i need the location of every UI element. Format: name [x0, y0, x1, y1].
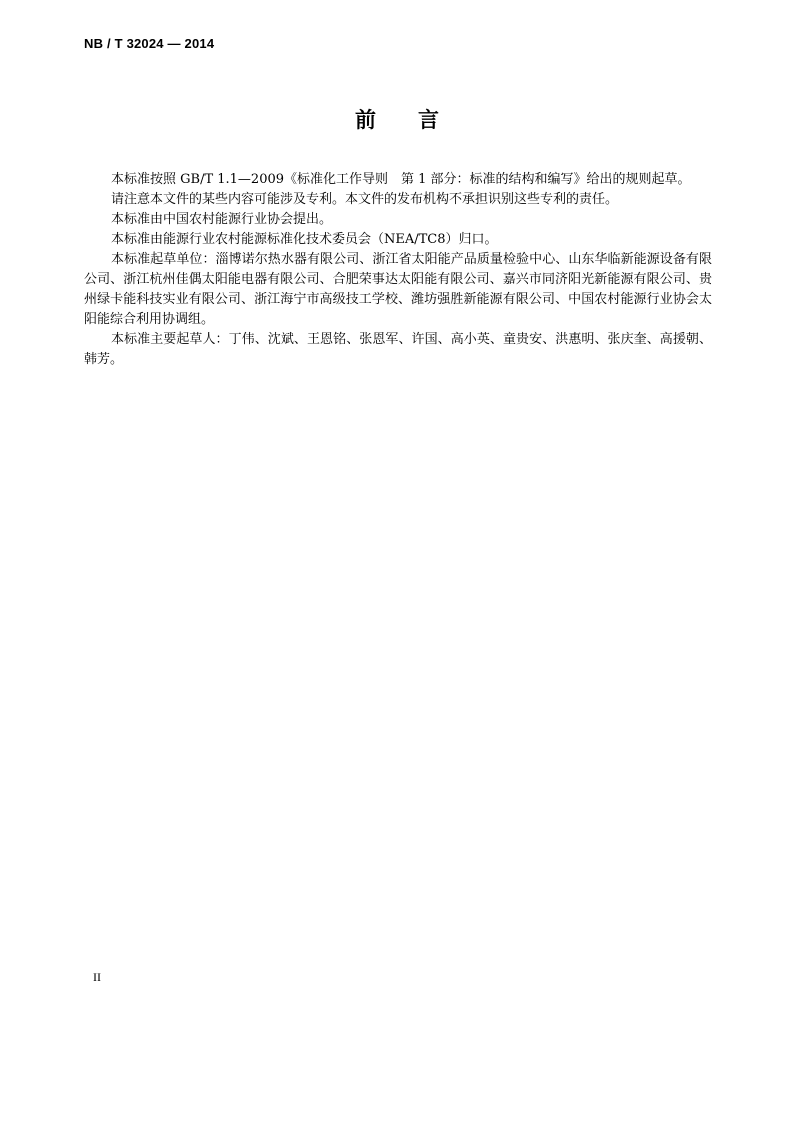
- paragraph-main-drafters: 本标准主要起草人：丁伟、沈斌、王恩铭、张恩军、许国、高小英、童贵安、洪惠明、张庆奎、高援朝、韩芳。: [84, 332, 712, 367]
- page-title: [0, 104, 794, 134]
- page-number: II: [93, 970, 101, 984]
- title-char-1: 前: [355, 108, 376, 132]
- paragraph-proposed-by: 本标准由中国农村能源行业协会提出。: [111, 212, 333, 227]
- foreword-body: [84, 170, 712, 370]
- paragraph-centralized-by: 本标准由能源行业农村能源标准化技术委员会（NEA/TC8）归口。: [111, 232, 498, 247]
- title-char-2: 言: [418, 108, 439, 132]
- standard-code-header: NB / T 32024 — 2014: [84, 36, 215, 51]
- paragraph-drafting-units: 本标准起草单位：淄博诺尔热水器有限公司、浙江省太阳能产品质量检验中心、山东华临新能源设备有限公司、浙江杭州佳偶太阳能电器有限公司、合肥荣事达太阳能有限公司、嘉兴市同济阳光新能源有限公司、贵州绿卡能科技实业有限公司、浙江海宁市高级技工学校、潍坊强胜新能源有限公司、中国农村能源行业协会太阳能综合利用协调组。: [84, 252, 712, 327]
- paragraph-drafting-rules: 本标准按照 GB/T 1.1—2009《标准化工作导则 第 1 部分：标准的结构和编写》给出的规则起草。: [111, 172, 691, 187]
- paragraph-patent-notice: 请注意本文件的某些内容可能涉及专利。本文件的发布机构不承担识别这些专利的责任。: [111, 192, 619, 207]
